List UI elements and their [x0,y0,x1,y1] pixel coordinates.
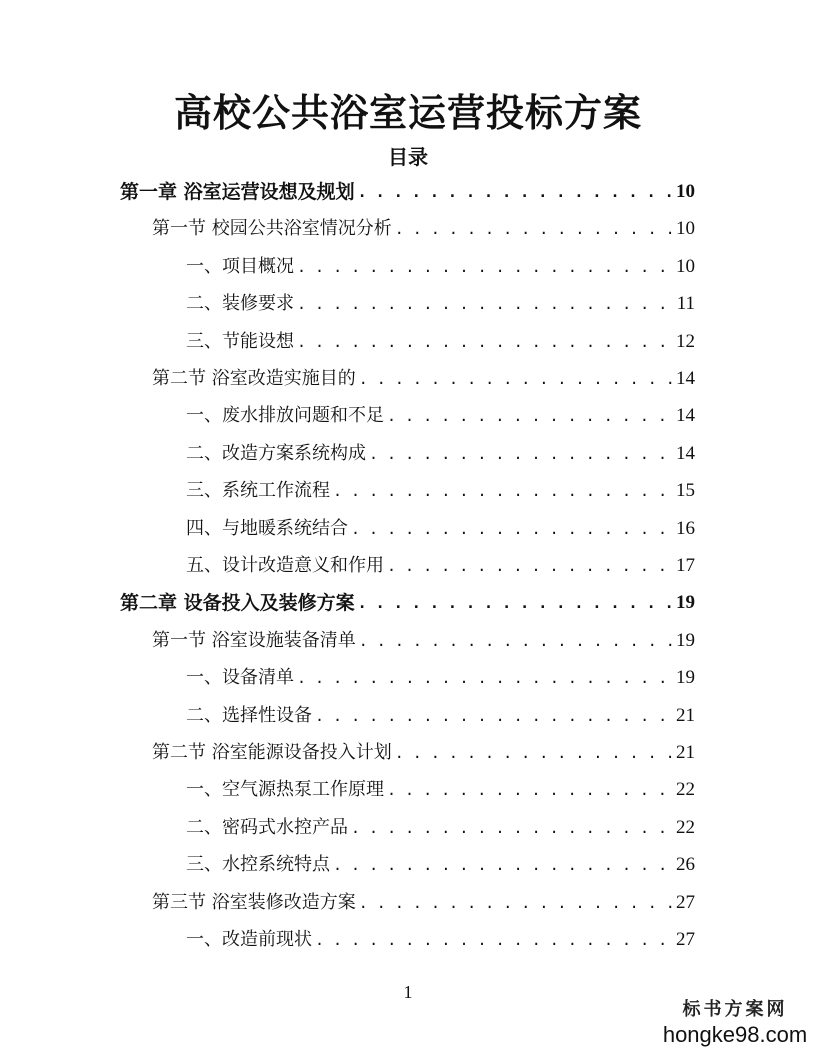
toc-section-entry[interactable] [152,364,695,394]
toc-entry-page-number: 19 [676,629,695,651]
toc-entry-label: 第一节 浴室设施装备清单 [152,629,356,651]
toc-dot-leader [297,327,673,357]
toc-entry-label: 一、改造前现状 [186,929,312,950]
toc-subsection-entry[interactable] [186,401,695,431]
toc-subsection-entry[interactable] [186,925,695,955]
toc-dot-leader [359,364,673,394]
toc-entry-page-number: 22 [676,779,695,801]
toc-subsection-entry[interactable] [186,663,695,693]
toc-dot-leader [387,551,673,581]
toc-dot-leader [297,663,673,693]
toc-entry-label: 一、设备清单 [186,667,294,689]
document-title: 高校公共浴室运营投标方案 [173,90,642,135]
toc-dot-leader [351,514,673,544]
toc-entry-page-number: 19 [676,667,695,689]
toc-dot-leader [315,925,673,955]
toc-entry-page-number: 10 [676,255,695,277]
toc-subsection-entry[interactable] [186,252,695,282]
toc-entry-page-number: 14 [676,442,695,464]
toc-dot-leader [369,439,673,469]
toc-subsection-entry[interactable] [186,439,695,469]
toc-entry-page-number: 12 [676,330,695,352]
toc-entry-page-number: 14 [676,405,695,427]
toc-section-entry[interactable] [152,214,695,244]
toc-entry-label: 第二节 浴室能源设备投入计划 [152,742,392,763]
toc-dot-leader [387,775,673,805]
toc-dot-leader [395,214,673,244]
toc-entry-page-number: 21 [676,742,695,763]
page-number: 1 [403,982,413,1002]
toc-entry-page-number: 22 [676,816,695,838]
toc-subsection-entry[interactable] [186,289,695,319]
toc-entry-label: 第一章 浴室运营设想及规划 [120,181,355,203]
toc-dot-leader [297,289,674,319]
toc-entry-page-number: 17 [676,555,695,576]
toc-dot-leader [359,888,673,918]
toc-entry-page-number: 26 [676,854,695,876]
toc-subsection-entry[interactable] [186,775,695,805]
toc-dot-leader [358,177,673,207]
toc-chapter-entry[interactable] [120,177,695,207]
toc-entry-page-number: 19 [676,592,695,614]
toc-dot-leader [358,588,673,618]
toc-entry-label: 第一节 校园公共浴室情况分析 [152,218,392,240]
toc-section-entry[interactable] [152,626,695,656]
toc-entry-page-number: 16 [676,517,695,539]
toc-subsection-entry[interactable] [186,551,695,581]
toc-entry-page-number: 21 [676,704,695,726]
toc-dot-leader [359,626,673,656]
toc-subsection-entry[interactable] [186,701,695,731]
toc-entry-label: 二、密码式水控产品 [186,816,348,838]
toc-section-entry[interactable] [152,738,695,768]
toc-entry-label: 一、废水排放问题和不足 [186,405,384,427]
toc-entry-page-number: 27 [676,891,695,913]
toc-subsection-entry[interactable] [186,327,695,357]
watermark-url: hongke98.com [662,1022,808,1047]
toc-heading: 目录 [388,145,428,169]
toc-entry-label: 第二节 浴室改造实施目的 [152,368,356,389]
toc-entry-page-number: 14 [676,368,695,389]
toc-entry-label: 一、空气源热泵工作原理 [186,779,384,801]
toc-entry-label: 一、项目概况 [186,255,294,277]
toc-entry-page-number: 11 [676,293,695,315]
toc-chapter-entry[interactable] [120,588,695,618]
toc-entry-page-number: 10 [676,218,695,240]
toc-entry-label: 四、与地暖系统结合 [186,517,348,539]
toc-dot-leader [333,476,673,506]
toc-dot-leader [297,252,673,282]
toc-section-entry[interactable] [152,888,695,918]
toc-entry-label: 二、改造方案系统构成 [186,442,366,464]
toc-entry-page-number: 10 [676,181,695,202]
toc-entry-label: 二、装修要求 [186,293,294,315]
toc-dot-leader [395,738,673,768]
site-watermark [660,998,810,1048]
toc-dot-leader [333,850,673,880]
toc-entry-page-number: 27 [676,929,695,950]
toc-entry-label: 五、设计改造意义和作用 [186,555,384,576]
toc-entry-page-number: 15 [676,480,695,502]
toc-subsection-entry[interactable] [186,813,695,843]
toc-entry-label: 第三节 浴室装修改造方案 [152,891,356,913]
toc-subsection-entry[interactable] [186,476,695,506]
toc-entry-label: 第二章 设备投入及装修方案 [120,592,355,615]
toc-subsection-entry[interactable] [186,514,695,544]
toc-entry-label: 三、系统工作流程 [186,480,330,502]
toc-entry-label: 二、选择性设备 [186,704,312,726]
toc-subsection-entry[interactable] [186,850,695,880]
toc-entry-label: 三、水控系统特点 [186,854,330,876]
toc-dot-leader [315,701,673,731]
toc-dot-leader [387,401,673,431]
toc-dot-leader [351,813,673,843]
watermark-site-name: 标书方案网 [682,999,788,1020]
toc-entry-label: 三、节能设想 [186,330,294,352]
